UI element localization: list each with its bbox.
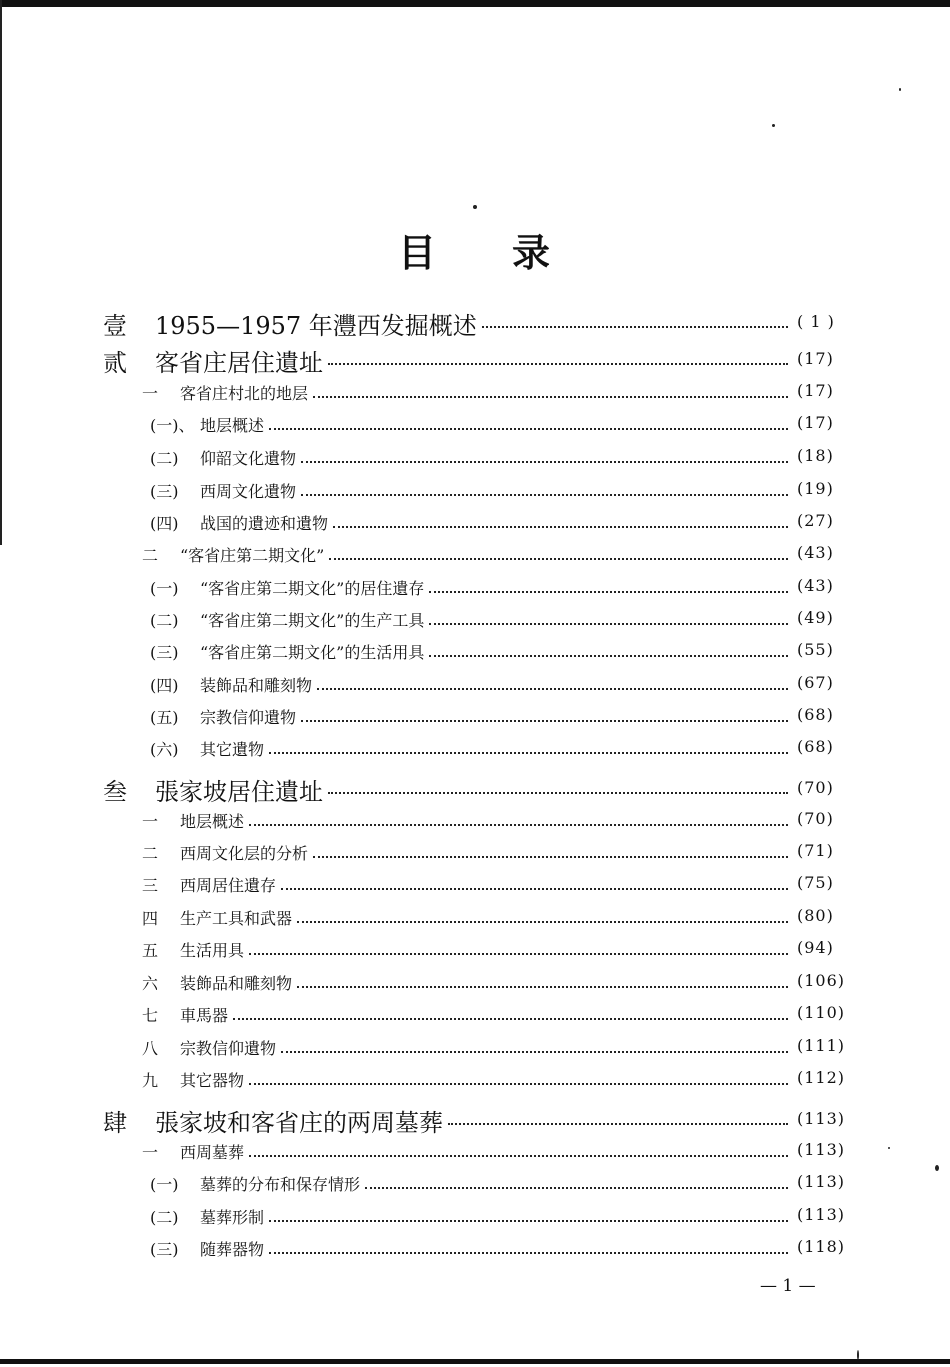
toc-entry xyxy=(0,1234,950,1264)
toc-entry-page: (118) xyxy=(797,1237,846,1256)
toc-entry xyxy=(0,1137,950,1167)
toc-entry-title: 西周文化遺物 xyxy=(200,479,299,502)
toc-entry-number: (四) xyxy=(150,676,179,695)
toc-entry xyxy=(0,806,950,836)
toc-entry-page: (18) xyxy=(797,446,834,465)
title-char-2: 录 xyxy=(512,230,551,275)
toc-dot-leader xyxy=(233,1018,788,1020)
toc-entry-page: ( 1 ) xyxy=(797,312,835,331)
toc-dot-leader xyxy=(249,1083,788,1085)
toc-entry-page: (80) xyxy=(797,906,834,925)
toc-entry-title: 客省庄村北的地层 xyxy=(180,381,311,404)
toc-entry-page: (17) xyxy=(797,349,834,368)
toc-entry xyxy=(0,476,950,506)
toc-dot-leader xyxy=(429,655,788,657)
toc-entry-number: 肆 xyxy=(103,1109,127,1137)
toc-entry-number: 八 xyxy=(142,1039,159,1058)
toc-entry-number: (六) xyxy=(150,740,179,759)
toc-entry-title: 仰韶文化遺物 xyxy=(200,446,299,469)
toc-entry xyxy=(0,702,950,732)
toc-entry-title: 客省庄居住遺址 xyxy=(155,343,326,378)
bottom-scan-border xyxy=(0,1359,950,1364)
toc-entry-title: “客省庄第二期文化”的居住遺存 xyxy=(200,576,427,599)
toc-entry-page: (113) xyxy=(797,1109,846,1128)
toc-entry-number: (五) xyxy=(150,708,179,727)
toc-entry-page: (43) xyxy=(797,576,834,595)
toc-entry-page: (113) xyxy=(797,1205,846,1224)
toc-entry xyxy=(0,870,950,900)
toc-dot-leader xyxy=(281,1051,788,1053)
toc-entry xyxy=(0,772,950,806)
toc-entry xyxy=(0,1202,950,1232)
toc-entry-number: (四) xyxy=(150,514,179,533)
toc-entry-number: 五 xyxy=(142,941,159,960)
toc-entry xyxy=(0,410,950,440)
toc-entry-title: 西周墓葬 xyxy=(180,1140,247,1163)
toc-entry-number: (三) xyxy=(150,643,179,662)
toc-entry xyxy=(0,540,950,570)
toc-entry-number: (一)、 xyxy=(150,416,195,435)
toc-entry xyxy=(0,968,950,998)
toc-dot-leader xyxy=(328,792,788,794)
toc-entry-title: 战国的遺迹和遺物 xyxy=(200,511,331,534)
toc-entry xyxy=(0,343,950,377)
toc-entry-title: 地层概述 xyxy=(200,413,267,436)
toc-entry-number: 壹 xyxy=(103,312,127,340)
toc-entry-number: (一) xyxy=(150,579,179,598)
toc-entry-number: 一 xyxy=(142,384,159,403)
toc-dot-leader xyxy=(317,688,788,690)
footer-page-number: — 1 — xyxy=(760,1276,816,1296)
toc-entry xyxy=(0,838,950,868)
toc-dot-leader xyxy=(269,428,788,430)
toc-entry-page: (17) xyxy=(797,381,834,400)
toc-entry-number: 一 xyxy=(142,812,159,831)
toc-entry xyxy=(0,573,950,603)
toc-dot-leader xyxy=(329,558,788,560)
toc-dot-leader xyxy=(448,1123,788,1125)
toc-entry-title: 西周文化层的分析 xyxy=(180,841,311,864)
toc-entry-number: 二 xyxy=(142,546,159,565)
toc-dot-leader xyxy=(313,856,788,858)
toc-entry xyxy=(0,378,950,408)
toc-entry-title: 生活用具 xyxy=(180,938,247,961)
toc-entry-title: “客省庄第二期文化”的生活用具 xyxy=(200,640,427,663)
toc-entry-page: (67) xyxy=(797,673,834,692)
scan-speck xyxy=(857,1350,859,1360)
toc-dot-leader xyxy=(328,363,788,365)
toc-entry-page: (110) xyxy=(797,1003,846,1022)
toc-entry-number: 一 xyxy=(142,1143,159,1162)
toc-entry-title: 随葬器物 xyxy=(200,1237,267,1260)
toc-entry-page: (55) xyxy=(797,640,834,659)
toc-dot-leader xyxy=(301,461,788,463)
toc-entry-page: (17) xyxy=(797,413,834,432)
toc-entry xyxy=(0,1103,950,1137)
toc-entry-title: 西周居住遺存 xyxy=(180,873,279,896)
toc-dot-leader xyxy=(249,1155,788,1157)
toc-entry-title: 装飾品和雕刻物 xyxy=(200,673,315,696)
toc-dot-leader xyxy=(313,396,788,398)
toc-entry-number: 叁 xyxy=(103,778,127,806)
toc-dot-leader xyxy=(297,986,788,988)
toc-entry-number: 二 xyxy=(142,844,159,863)
toc-entry-number: (一) xyxy=(150,1175,179,1194)
toc-entry-page: (43) xyxy=(797,543,834,562)
toc-dot-leader xyxy=(281,888,788,890)
toc-entry-title: “客省庄第二期文化” xyxy=(180,543,327,566)
toc-dot-leader xyxy=(429,623,788,625)
toc-entry xyxy=(0,1000,950,1030)
toc-entry-title: 宗教信仰遺物 xyxy=(180,1036,279,1059)
toc-entry xyxy=(0,734,950,764)
toc-entry-page: (19) xyxy=(797,479,834,498)
toc-entry-page: (111) xyxy=(797,1036,846,1055)
toc-entry-page: (106) xyxy=(797,971,846,990)
toc-entry-number: 四 xyxy=(142,909,159,928)
toc-dot-leader xyxy=(301,494,788,496)
toc-dot-leader xyxy=(269,752,788,754)
toc-entry-title: 其它遺物 xyxy=(200,737,267,760)
toc-entry-page: (112) xyxy=(797,1068,846,1087)
title-char-1: 目 xyxy=(398,230,437,275)
toc-entry-number: (三) xyxy=(150,482,179,501)
toc-entry-number: (二) xyxy=(150,449,179,468)
toc-entry xyxy=(0,1169,950,1199)
toc-entry xyxy=(0,637,950,667)
toc-entry-number: (二) xyxy=(150,611,179,630)
toc-dot-leader xyxy=(269,1252,788,1254)
toc-entry-page: (71) xyxy=(797,841,834,860)
toc-dot-leader xyxy=(249,824,788,826)
toc-entry-number: (三) xyxy=(150,1240,179,1259)
toc-dot-leader xyxy=(429,591,788,593)
toc-entry-title: 張家坡居住遺址 xyxy=(155,772,326,807)
toc-dot-leader xyxy=(297,921,788,923)
toc-entry-title: 車馬器 xyxy=(180,1003,231,1026)
toc-entry-page: (94) xyxy=(797,938,834,957)
toc-entry-number: 六 xyxy=(142,974,159,993)
toc-entry-title: 生产工具和武器 xyxy=(180,906,295,929)
toc-entry-page: (75) xyxy=(797,873,834,892)
toc-entry xyxy=(0,443,950,473)
toc-entry-number: 三 xyxy=(142,876,159,895)
toc-entry-title: “客省庄第二期文化”的生产工具 xyxy=(200,608,427,631)
toc-entry-page: (113) xyxy=(797,1140,846,1159)
toc-entry xyxy=(0,508,950,538)
toc-entry-title: 地层概述 xyxy=(180,809,247,832)
toc-entry-title: 墓葬的分布和保存情形 xyxy=(200,1172,363,1195)
toc-entry-page: (49) xyxy=(797,608,834,627)
toc-entry-number: (二) xyxy=(150,1208,179,1227)
toc-dot-leader xyxy=(482,326,788,328)
toc-entry-page: (70) xyxy=(797,809,834,828)
toc-entry xyxy=(0,903,950,933)
toc-entry-title: 墓葬形制 xyxy=(200,1205,267,1228)
toc-entry-number: 九 xyxy=(142,1071,159,1090)
toc-entry xyxy=(0,1033,950,1063)
toc-dot-leader xyxy=(333,526,788,528)
toc-entry-title: 1955—1957 年灃西发掘概述 xyxy=(155,306,480,341)
toc-entry-number: 七 xyxy=(142,1006,159,1025)
toc-dot-leader xyxy=(365,1187,788,1189)
toc-dot-leader xyxy=(249,953,788,955)
toc-entry-page: (113) xyxy=(797,1172,846,1191)
toc-dot-leader xyxy=(301,720,788,722)
toc-entry xyxy=(0,935,950,965)
toc-entry-page: (27) xyxy=(797,511,834,530)
toc-entry-title: 張家坡和客省庄的两周墓葬 xyxy=(155,1103,446,1138)
toc-entry xyxy=(0,1065,950,1095)
toc-entry xyxy=(0,670,950,700)
toc-entry-title: 装飾品和雕刻物 xyxy=(180,971,295,994)
toc-entry-number: 贰 xyxy=(103,349,127,377)
toc-entry-page: (68) xyxy=(797,737,834,756)
toc-entry xyxy=(0,605,950,635)
toc-entry-page: (68) xyxy=(797,705,834,724)
toc-dot-leader xyxy=(269,1220,788,1222)
toc-entry-page: (70) xyxy=(797,778,834,797)
toc-entry xyxy=(0,306,950,340)
toc-entry-title: 宗教信仰遺物 xyxy=(200,705,299,728)
toc-entry-title: 其它器物 xyxy=(180,1068,247,1091)
